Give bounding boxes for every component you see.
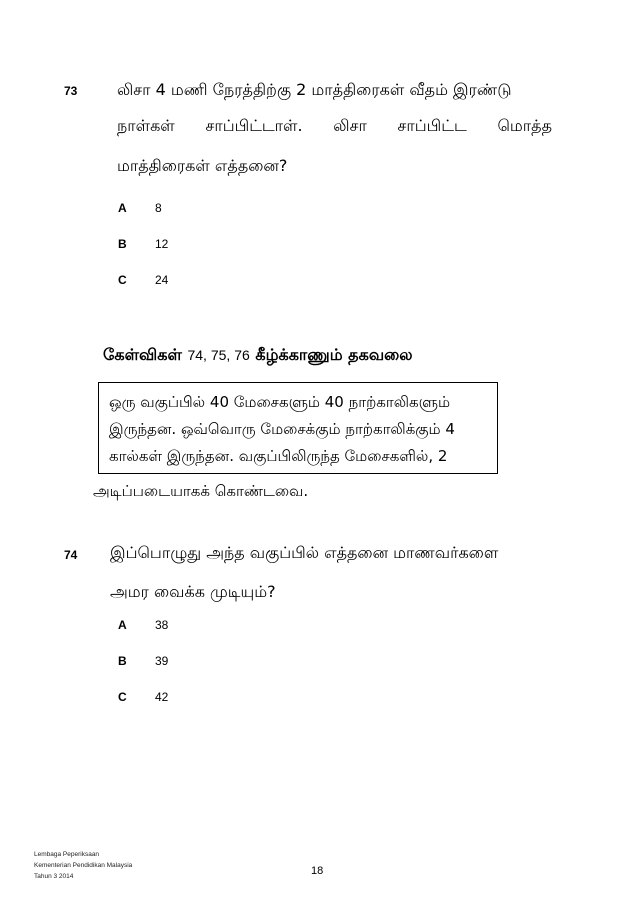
info-trailing-text: அடிப்படையாகக் கொண்டவை.	[93, 482, 309, 500]
info-box	[98, 382, 498, 474]
footer-line: Lembaga Peperiksaan	[34, 851, 100, 858]
footer-publisher	[34, 849, 132, 882]
q74-option-c-value: 42	[155, 690, 169, 704]
question-73-word: லிசா	[333, 116, 367, 135]
info-heading-prefix: கேள்விகள்	[103, 345, 182, 364]
info-box-line: கால்கள் இருந்தன. வகுப்பிலிருந்த மேசைகளில், 2	[109, 447, 448, 465]
question-74-line-1: இப்பொழுது அந்த வகுப்பில் எத்தனை மாணவர்களை	[110, 543, 499, 562]
info-heading	[103, 345, 413, 366]
q74-option-b-value: 39	[155, 654, 169, 668]
footer-line: Kementerian Pendidikan Malaysia	[34, 862, 133, 869]
question-73-number: 73	[64, 84, 78, 98]
info-heading-numbers: 74, 75, 76	[187, 347, 250, 363]
q73-option-b-value: 12	[155, 237, 169, 251]
question-73-line-3: மாத்திரைகள் எத்தனை?	[117, 156, 288, 175]
info-heading-suffix: கீழ்க்காணும் தகவலை	[255, 345, 413, 364]
page-number: 18	[311, 865, 324, 877]
footer-line: Tahun 3 2014	[34, 873, 74, 880]
q73-option-b-letter: B	[118, 237, 127, 251]
q74-option-c-letter: C	[118, 690, 127, 704]
q74-option-a-value: 38	[155, 618, 169, 632]
question-74-number: 74	[64, 548, 78, 562]
question-73-word: சாப்பிட்ட	[397, 116, 467, 135]
question-73-line-1: லிசா 4 மணி நேரத்திற்கு 2 மாத்திரைகள் வீதம் இரண்டு	[117, 80, 512, 99]
info-box-line: ஒரு வகுப்பில் 40 மேசைகளும் 40 நாற்காலிகளும்	[109, 393, 451, 411]
q73-option-c-value: 24	[155, 273, 169, 287]
q73-option-a-letter: A	[118, 201, 127, 215]
q73-option-c-letter: C	[118, 273, 127, 287]
question-73-line-2	[117, 116, 552, 137]
question-74-line-2: அமர வைக்க முடியும்?	[110, 582, 276, 601]
q74-option-b-letter: B	[118, 654, 127, 668]
question-73-word: சாப்பிட்டாள்.	[205, 116, 303, 135]
q73-option-a-value: 8	[155, 201, 162, 215]
question-73-word: மொத்த	[497, 116, 552, 135]
q74-option-a-letter: A	[118, 618, 127, 632]
info-box-line: இருந்தன. ஒவ்வொரு மேசைக்கும் நாற்காலிக்கும் 4	[109, 420, 455, 438]
question-73-word: நாள்கள்	[117, 116, 175, 135]
